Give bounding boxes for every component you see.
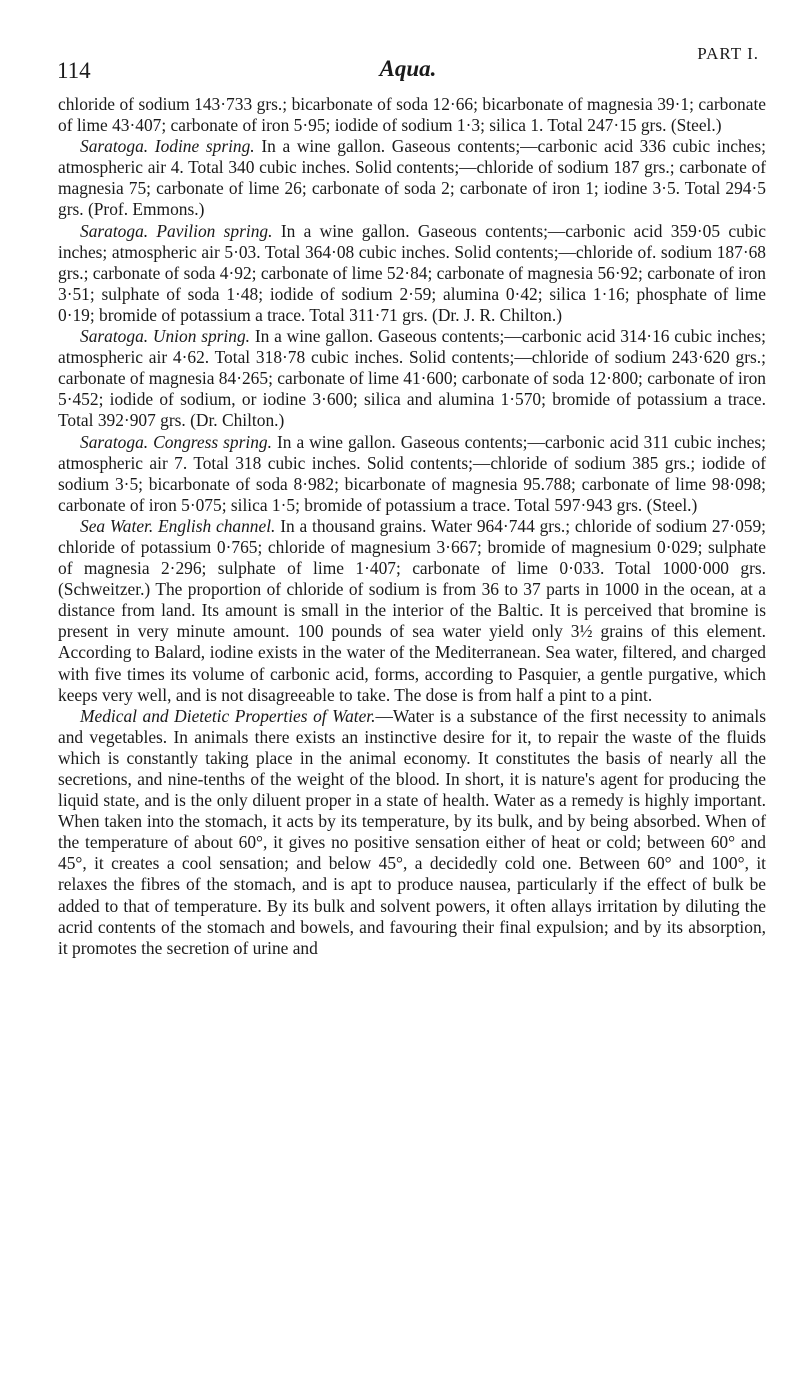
page-header bbox=[57, 44, 759, 90]
paragraph-label: Saratoga. Iodine spring. bbox=[80, 136, 255, 157]
paragraph-sea-water bbox=[58, 516, 766, 706]
paragraph-label: Medical and Dietetic Properties of Water. bbox=[80, 705, 376, 726]
paragraph-label: Saratoga. Union spring. bbox=[80, 326, 251, 347]
part-label: PART I. bbox=[697, 44, 759, 63]
paragraph-medical-properties bbox=[58, 706, 766, 959]
body-text bbox=[58, 94, 766, 959]
paragraph-label: Saratoga. Pavilion spring. bbox=[80, 220, 273, 241]
paragraph-text: —Water is a substance of the first necessity to animals and vegetables. In animals there exists an instinctive desire for it, to repair the waste of the fluids which is constantly taking place in the animal economy. It constitutes the basis of nearly all the secretions, and nine-tenths of the weight of the blood. In short, it is nature's agent for producing the liquid state, and is the only diluent proper in a state of health. Water as a remedy is highly important. When taken into the stomach, it acts by its temperature, by its bulk, and by being absorbed. When of the temperature of about 60°, it gives no positive sensation either of heat or cold; between 60° and 45°, it creates a cool sensation; and below 45°, a decidedly cold one. Between 60° and 100°, it relaxes the fibres of the stomach, and is apt to produce nausea, particularly if the effect of bulk be added to that of temperature. By its bulk and solvent powers, it often allays irritation by diluting the acrid contents of the stomach and bowels, and favouring their final expulsion; and by its absorption, it promotes the secretion of urine and bbox=[58, 705, 766, 958]
paragraph-text: In a wine gallon. Gaseous contents;—carbonic acid 359·05 cubic inches; atmospheric air 5·03. Total 364·08 cubic inches. Solid contents;—chloride of. sodium 187·68 grs.; carbonate of soda 4·92; carbonate of lime 52·84; carbonate of magnesia 56·92; carbonate of iron 3·51; sulphate of soda 1·48; iodide of sodium 2·59; alumina 0·42; silica 1·16; phosphate of lime 0·19; bromide of potassium a trace. Total 311·71 grs. (Dr. J. R. Chilton.) bbox=[58, 220, 767, 325]
paragraph-saratoga-pavilion bbox=[58, 221, 766, 326]
paragraph-text: In a wine gallon. Gaseous contents;—carbonic acid 336 cubic inches; atmospheric air 4. Total 340 cubic inches. Solid contents;—chloride of sodium 187 grs.; carbonate of magnesia 75; carbonate of lime 26; carbonate of soda 2; carbonate of iron 1; iodine 3·5. Total 294·5 grs. (Prof. Emmons.) bbox=[58, 136, 766, 220]
paragraph-saratoga-iodine bbox=[58, 136, 766, 220]
paragraph-continuation bbox=[58, 94, 766, 136]
paragraph-text: In a wine gallon. Gaseous contents;—carbonic acid 314·16 cubic inches; atmospheric air 4·62. Total 318·78 cubic inches. Solid contents;—chloride of sodium 243·620 grs.; carbonate of magnesia 84·265; carbonate of lime 41·600; carbonate of soda 12·800; carbonate of iron 5·452; iodide of sodium, or iodine 3·600; silica and alumina 1·570; bromide of potassium a trace. Total 392·907 grs. (Dr. Chilton.) bbox=[58, 326, 767, 431]
paragraph-saratoga-congress bbox=[58, 432, 766, 516]
paragraph-text: chloride of sodium 143·733 grs.; bicarbonate of soda 12·66; bicarbonate of magnesia 39·1; carbonate of lime 43·407; carbonate of iron 5·95; iodide of sodium 1·3; silica 1. Total 247·15 grs. (Steel.) bbox=[58, 94, 766, 136]
paragraph-label: Saratoga. Congress spring. bbox=[80, 431, 272, 452]
page-number: 114 bbox=[57, 58, 91, 83]
paragraph-saratoga-union bbox=[58, 326, 766, 431]
paragraph-text: In a wine gallon. Gaseous contents;—carbonic acid 311 cubic inches; atmospheric air 7. Total 318 cubic inches. Solid contents;—chloride of sodium 385 grs.; iodide of sodium 3·5; bicarbonate of soda 8·982; bicarbonate of magnesia 95.788; carbonate of lime 98·098; carbonate of iron 5·075; silica 1·5; bromide of potassium a trace. Total 597·943 grs. (Steel.) bbox=[58, 431, 766, 515]
paragraph-text: In a thousand grains. Water 964·744 grs.; chloride of sodium 27·059; chloride of potassium 0·765; chloride of magnesium 3·667; bromide of magnesium 0·029; sulphate of magnesia 2·296; sulphate of lime 1·407; carbonate of lime 0·033. Total 1000·000 grs. (Schweitzer.) The proportion of chloride of sodium is from 36 to 37 parts in 1000 in the ocean, at a distance from land. Its amount is small in the interior of the Baltic. It is perceived that bromine is present in very minute amount. 100 pounds of sea water yield only 3½ grains of this element. According to Balard, iodine exists in the water of the Mediterranean. Sea water, filtered, and charged with five times its volume of carbonic acid, forms, according to Pasquier, a gentle purgative, which keeps very well, and is not disagreeable to take. The dose is from half a pint to a pint. bbox=[58, 515, 767, 705]
paragraph-label: Sea Water. English channel. bbox=[80, 515, 276, 536]
running-title: Aqua. bbox=[379, 56, 437, 81]
